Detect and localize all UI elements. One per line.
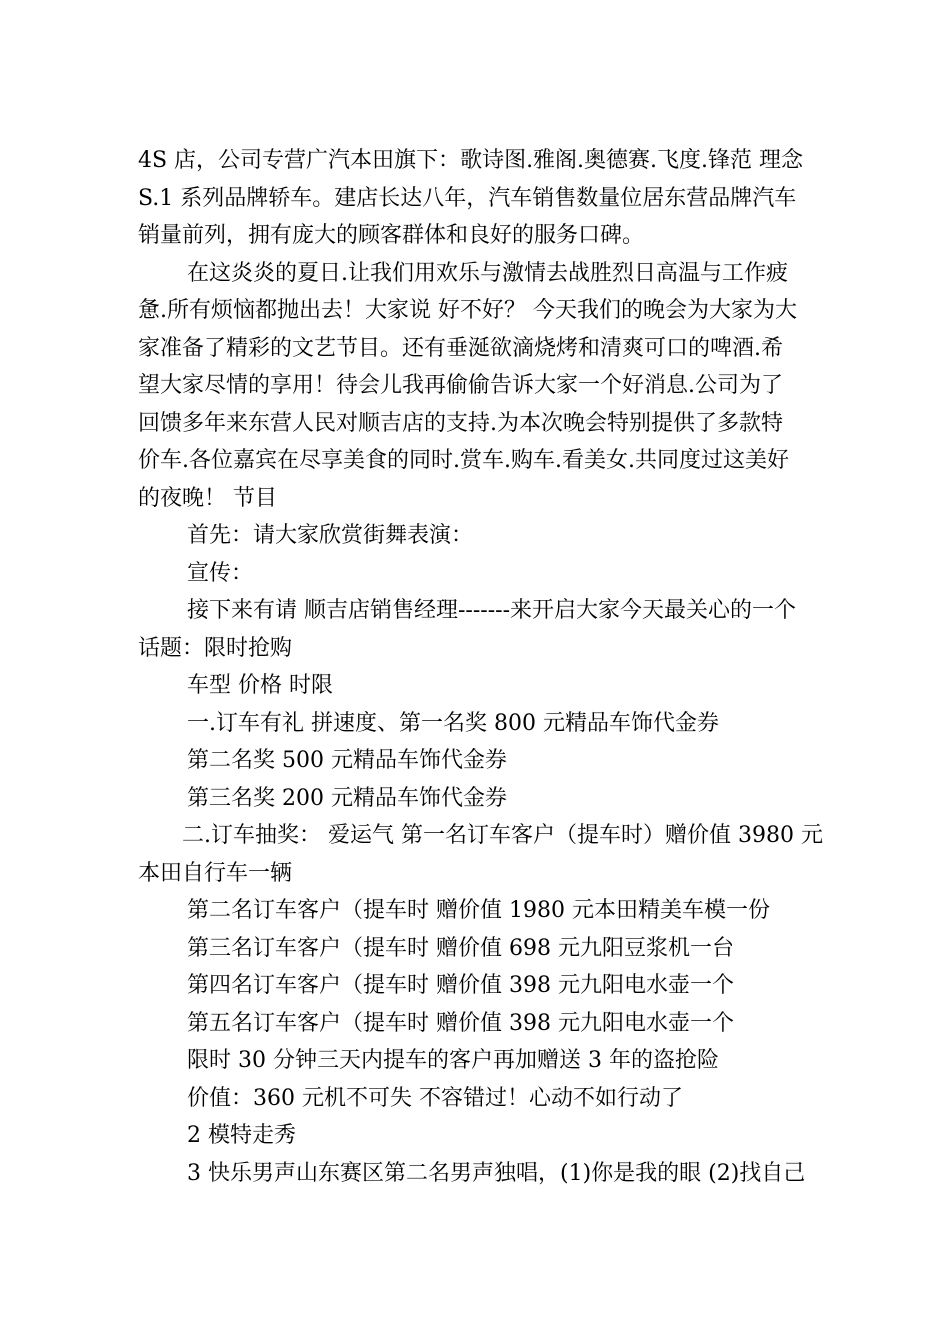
text-line: 第四名订车客户（提车时 赠价值 398 元九阳电水壶一个	[187, 973, 734, 998]
text-line: 话题：限时抢购	[138, 635, 293, 661]
text-line: 第五名订车客户（提车时 赠价值 398 元九阳电水壶一个	[187, 1010, 734, 1036]
text-line: 价车.各位嘉宾在尽享美食的同时.赏车.购车.看美女.共同度过这美好	[138, 448, 789, 473]
text-line: 回馈多年来东营人民对顺吉店的支持.为本次晚会特别提供了多款特	[138, 410, 783, 436]
text-line: 本田自行车一辆	[138, 860, 293, 886]
document-body	[138, 142, 823, 1192]
text-line: 接下来有请 顺吉店销售经理-------来开启大家今天最关心的一个	[187, 598, 797, 623]
text-line: 2 模特走秀	[187, 1123, 296, 1148]
text-line: 的夜晚！ 节目	[138, 485, 277, 511]
text-line: 第三名奖 200 元精品车饰代金券	[187, 785, 507, 811]
text-line: 4S 店，公司专营广汽本田旗下：歌诗图.雅阁.奥德赛.飞度.锋范 理念	[138, 148, 804, 173]
text-line: 惫.所有烦恼都抛出去！大家说 好不好？ 今天我们的晚会为大家为大	[138, 298, 797, 323]
text-line: S.1 系列品牌轿车。建店长达八年，汽车销售数量位居东营品牌汽车	[138, 185, 797, 211]
text-line: 第二名奖 500 元精品车饰代金券	[187, 748, 507, 773]
text-line: 二.订车抽奖： 爱运气 第一名订车客户（提车时）赠价值 3980 元	[182, 823, 823, 848]
text-line: 一.订车有礼 拼速度、第一名奖 800 元精品车饰代金券	[187, 710, 719, 736]
text-line: 销量前列，拥有庞大的顾客群体和良好的服务口碑。	[138, 223, 645, 248]
text-line: 第三名订车客户（提车时 赠价值 698 元九阳豆浆机一台	[187, 935, 734, 961]
text-line: 望大家尽情的享用！待会儿我再偷偷告诉大家一个好消息.公司为了	[138, 373, 783, 398]
text-line: 首先：请大家欣赏街舞表演：	[187, 523, 474, 548]
text-line: 第二名订车客户（提车时 赠价值 1980 元本田精美车模一份	[187, 898, 770, 923]
text-line: 限时 30 分钟三天内提车的客户再加赠送 3 年的盗抢险	[187, 1048, 719, 1073]
text-line: 车型 价格 时限	[187, 673, 333, 698]
text-line: 价值：360 元机不可失 不容错过！心动不如行动了	[187, 1085, 683, 1111]
text-line: 家准备了精彩的文艺节目。还有垂涎欲滴烧烤和清爽可口的啤酒.希	[138, 335, 783, 361]
text-line: 宣传：	[187, 560, 254, 586]
text-line: 3 快乐男声山东赛区第二名男声独唱，(1)你是我的眼 (2)找自己	[187, 1160, 806, 1186]
text-line: 在这炎炎的夏日.让我们用欢乐与激情去战胜烈日高温与工作疲	[187, 260, 788, 286]
